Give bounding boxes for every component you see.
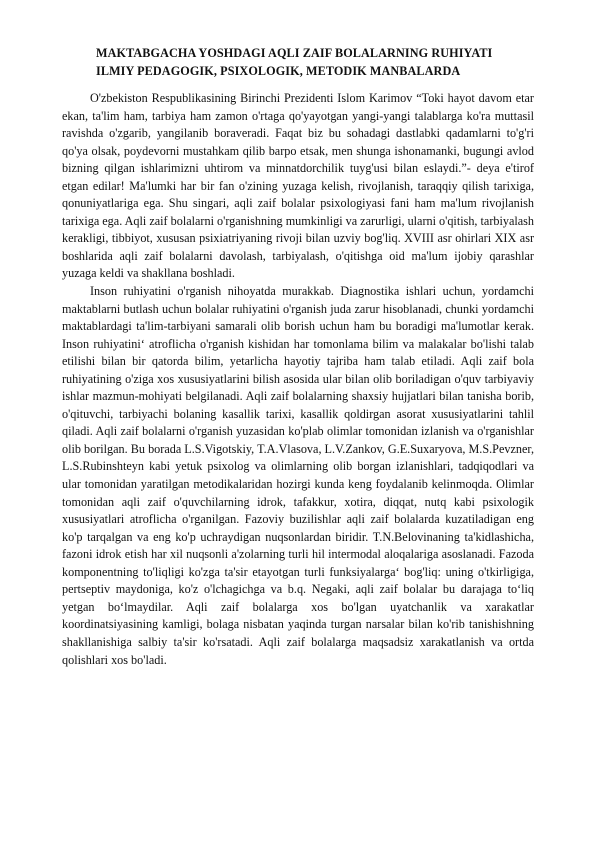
paragraph-1: O'zbekiston Respublikasining Birinchi Prezidenti Islom Karimov “Toki hayot davom etar ekan, ta'lim ham, tarbiya ham zamon o'rtaga qo'yayotgan yangi-yangi talablarga ko'ra muttasil ravishda o'zgarib, yangilanib boraveradi. Faqat biz bu sohadagi dastlabki qadamlarni to'g'ri qo'ya olsak, poydevorni mustahkam qilib barpo etsak, men shunga ishonamanki, bugungi avlod bizning qilgan ishlarimizni uhtirom va minnatdorchilik tuyg'usi bilan eslaydi.”- deya e'tirof etgan edilar! Ma'lumki har bir fan o'zining yuzaga kelish, rivojlanish, taraqqiy qilish tarixiga, qonuniyatlariga ega. Shu singari, aqli zaif bolalar psixologiyasi fani ham ma'lum rivojlanish tarixiga ega. Aqli zaif bolalarni o'rganishning mumkinligi va zarurligi, ularni o'qitish, tarbiyalash kerakligi, tibbiyot, xususan psixiatriyaning rivoji bilan uzviy bog'liq. XVIII asr ohirlari XIX asr boshlarida aqli zaif bolalarni davolash, tarbiyalash, o'qitishga oid ma'lum ijobiy qarashlar yuzaga keldi va shakllana boshladi.: [62, 91, 534, 281]
paragraph-2: Inson ruhiyatini o'rganish nihoyatda murakkab. Diagnostika ishlari uchun, yordamchi maktablarni butlash uchun bolalar ruhiyatini o'rganish juda zarur hisoblanadi, chunki yordamchi maktablardagi ta'lim-tarbiyani samarali olib borish uchun ham bu boradigi ma'lumotlar kerak. Inson ruhiyatini‘ atroflicha o'rganish kishidan har tomonlama bilim va malakalar bo'lishi talab etilishi bilan bir qatorda bilim, yetarlicha hayotiy tajriba ham talab etiladi. Aqli zaif bola ruhiyatining o'ziga xos xususiyatlarini bilish asosida ular bilan olib boriladigan o'quv tarbiyaviy ishlar mazmun-mohiyati belgilanadi. Aqli zaif bolalarning shaxsiy hujjatlari bilan tanisha borib, o'qituvchi, tarbiyachi bolaning kasallik tarixi, kasallik qoldirgan asorat xususiyatlarini tahlil qiladi. Aqli zaif bolalarni o'rganish yuzasidan ko'plab olimlar tomonidan izlanish va o'rganishlar olib borilgan. Bu borada L.S.Vigotskiy, T.A.Vlasova, L.V.Zankov, G.E.Suxaryova, M.S.Pevzner, L.S.Rubinshteyn kabi yetuk psixolog va olimlarning olib borgan izlanishlari, tadqiqodlari va ular tomonidan yaratilgan metodikalaridan hozirgi kunda keng foydalanib kelinmoqda. Olimlar tomonidan aqli zaif o'quvchilarning idrok, tafakkur, xotira, diqqat, nutq kabi psixologik xususiyatlari atroflicha o'rganilgan. Fazoviy buzilishlar aqli zaif bolalarda kuzatiladigan eng ko'p tarqalgan va eng ko'p uchraydigan nuqsonlardan biridir. T.N.Belovinaning ta'kidlashicha, fazoni idrok etish har xil nuqsonli a'zolarning turli hil intermodal aloqalariga asoslanadi. Fazoda komponentning to'liqligi ko'zga ta'sir etayotgan turli funksiyalarga‘ bog'liq: uning o'tkirligiga, pertseptiv maydoniga, ko'z o'lchagichga va b.q. Negaki, aqli zaif bolalar bu darajaga to‘liq yetgan bo‘lmaydilar. Aqli zaif bolalarga xos bo'lgan uyatchanlik va xarakatlar koordinatsiyasining kamligi, bolaga nisbatan yaqinda turgan narsalar bilan ko'rib tanishishning shakllanishiga salbiy ta'sir ko'rsatadi. Aqli zaif bolalarga maqsadsiz xarakatlanish va ortda qolishlari xos bo'ladi.: [62, 284, 534, 667]
document-title: [62, 44, 534, 80]
document-page: [62, 44, 534, 669]
title-line-1: MAKTABGACHA YOSHDAGI AQLI ZAIF BOLALARNING RUHIYATI: [96, 46, 493, 60]
title-line-2: ILMIY PEDAGOGIK, PSIXOLOGIK, METODIK MANBALARDA: [96, 64, 461, 78]
